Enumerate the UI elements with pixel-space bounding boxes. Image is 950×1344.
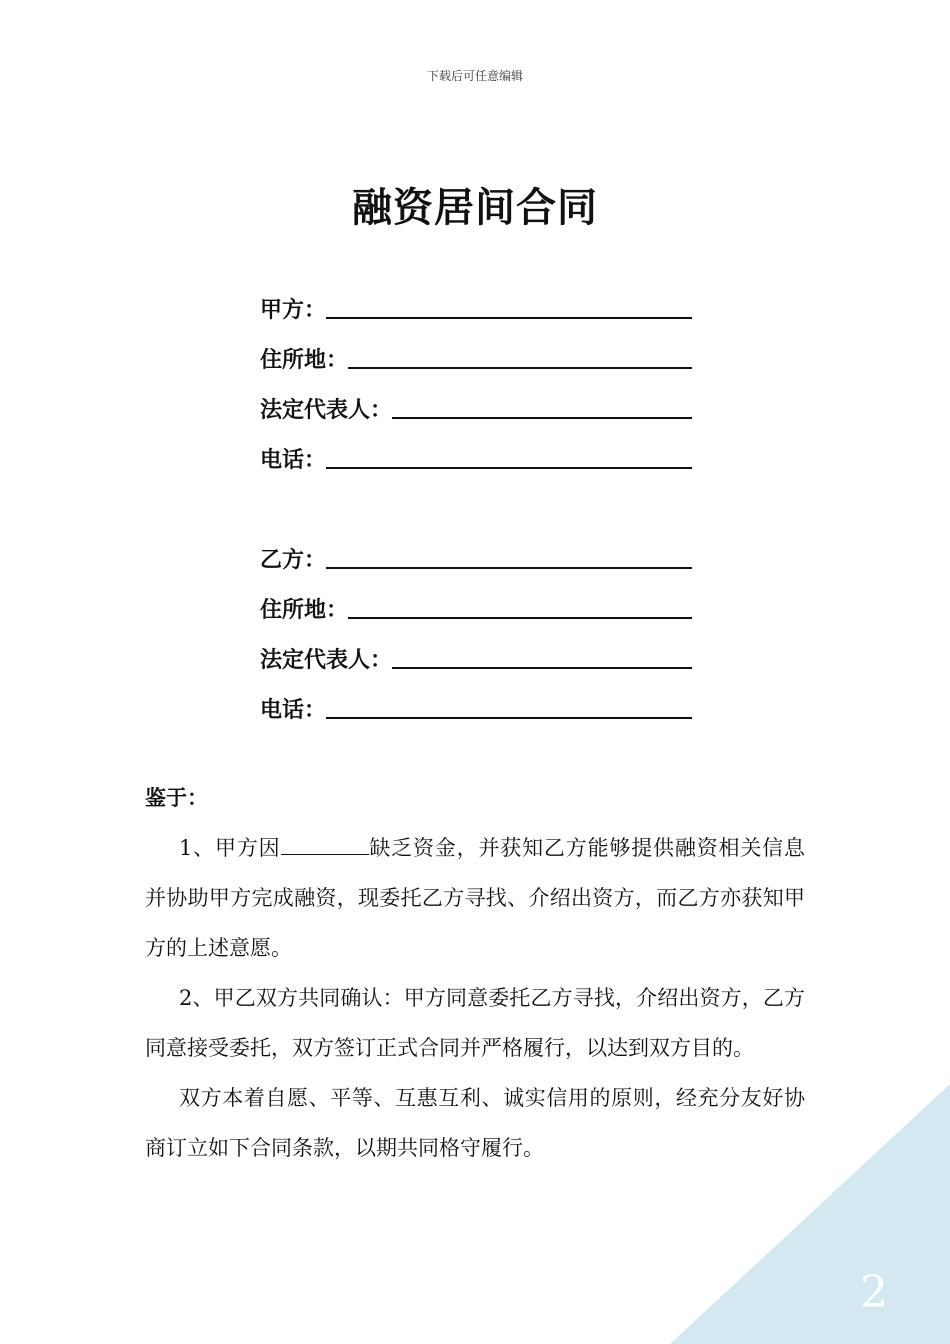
corner-triangle-decoration <box>670 1084 950 1344</box>
page-number: 2 <box>860 1267 888 1318</box>
party-a-name-field[interactable] <box>326 303 692 319</box>
party-a-rep-label: 法定代表人： <box>260 398 393 423</box>
party-b-address-field[interactable] <box>348 603 692 619</box>
party-b-rep-label: 法定代表人： <box>260 648 393 673</box>
header-note: 下载后可任意编辑 <box>426 69 523 83</box>
party-a-rep-row <box>260 375 692 425</box>
party-b-name-row <box>260 525 692 575</box>
recital-item-1-rest: 缺乏资金，并获知乙方能够提供融资相关信息并协助甲方完成融资，现委托乙方寻找、介绍出资方，而乙方亦获知甲方的上述意愿。 <box>145 836 805 960</box>
party-a-name-label: 甲方： <box>260 298 327 323</box>
party-b-address-row <box>260 575 692 625</box>
party-a-name-row <box>260 275 692 325</box>
party-b-block <box>260 525 692 725</box>
party-b-phone-label: 电话： <box>260 698 327 723</box>
party-b-phone-row <box>260 675 692 725</box>
party-a-phone-label: 电话： <box>260 448 327 473</box>
party-a-rep-field[interactable] <box>392 403 692 419</box>
party-a-address-label: 住所地： <box>260 348 349 373</box>
recital-item-1 <box>145 823 805 973</box>
party-b-address-label: 住所地： <box>260 598 349 623</box>
recitals-heading: 鉴于： <box>145 786 208 810</box>
party-a-phone-field[interactable] <box>326 453 692 469</box>
party-b-phone-field[interactable] <box>326 703 692 719</box>
recital-item-1-start: 1、甲方因 <box>179 836 281 860</box>
party-b-name-label: 乙方： <box>260 548 327 573</box>
document-title: 融资居间合同 <box>352 185 598 231</box>
recital-item-1-blank[interactable] <box>281 836 369 855</box>
party-b-rep-row <box>260 625 692 675</box>
recitals-closing: 双方本着自愿、平等、互惠互利、诚实信用的原则，经充分友好协商订立如下合同条款，以期共同格守履行。 <box>145 1086 805 1160</box>
party-a-phone-row <box>260 425 692 475</box>
party-a-block <box>260 275 692 475</box>
recital-item-2: 2、甲乙双方共同确认：甲方同意委托乙方寻找，介绍出资方，乙方同意接受委托，双方签订正式合同并严格履行，以达到双方目的。 <box>145 986 805 1060</box>
party-b-name-field[interactable] <box>326 553 692 569</box>
party-b-rep-field[interactable] <box>392 653 692 669</box>
party-a-address-row <box>260 325 692 375</box>
party-a-address-field[interactable] <box>348 353 692 369</box>
